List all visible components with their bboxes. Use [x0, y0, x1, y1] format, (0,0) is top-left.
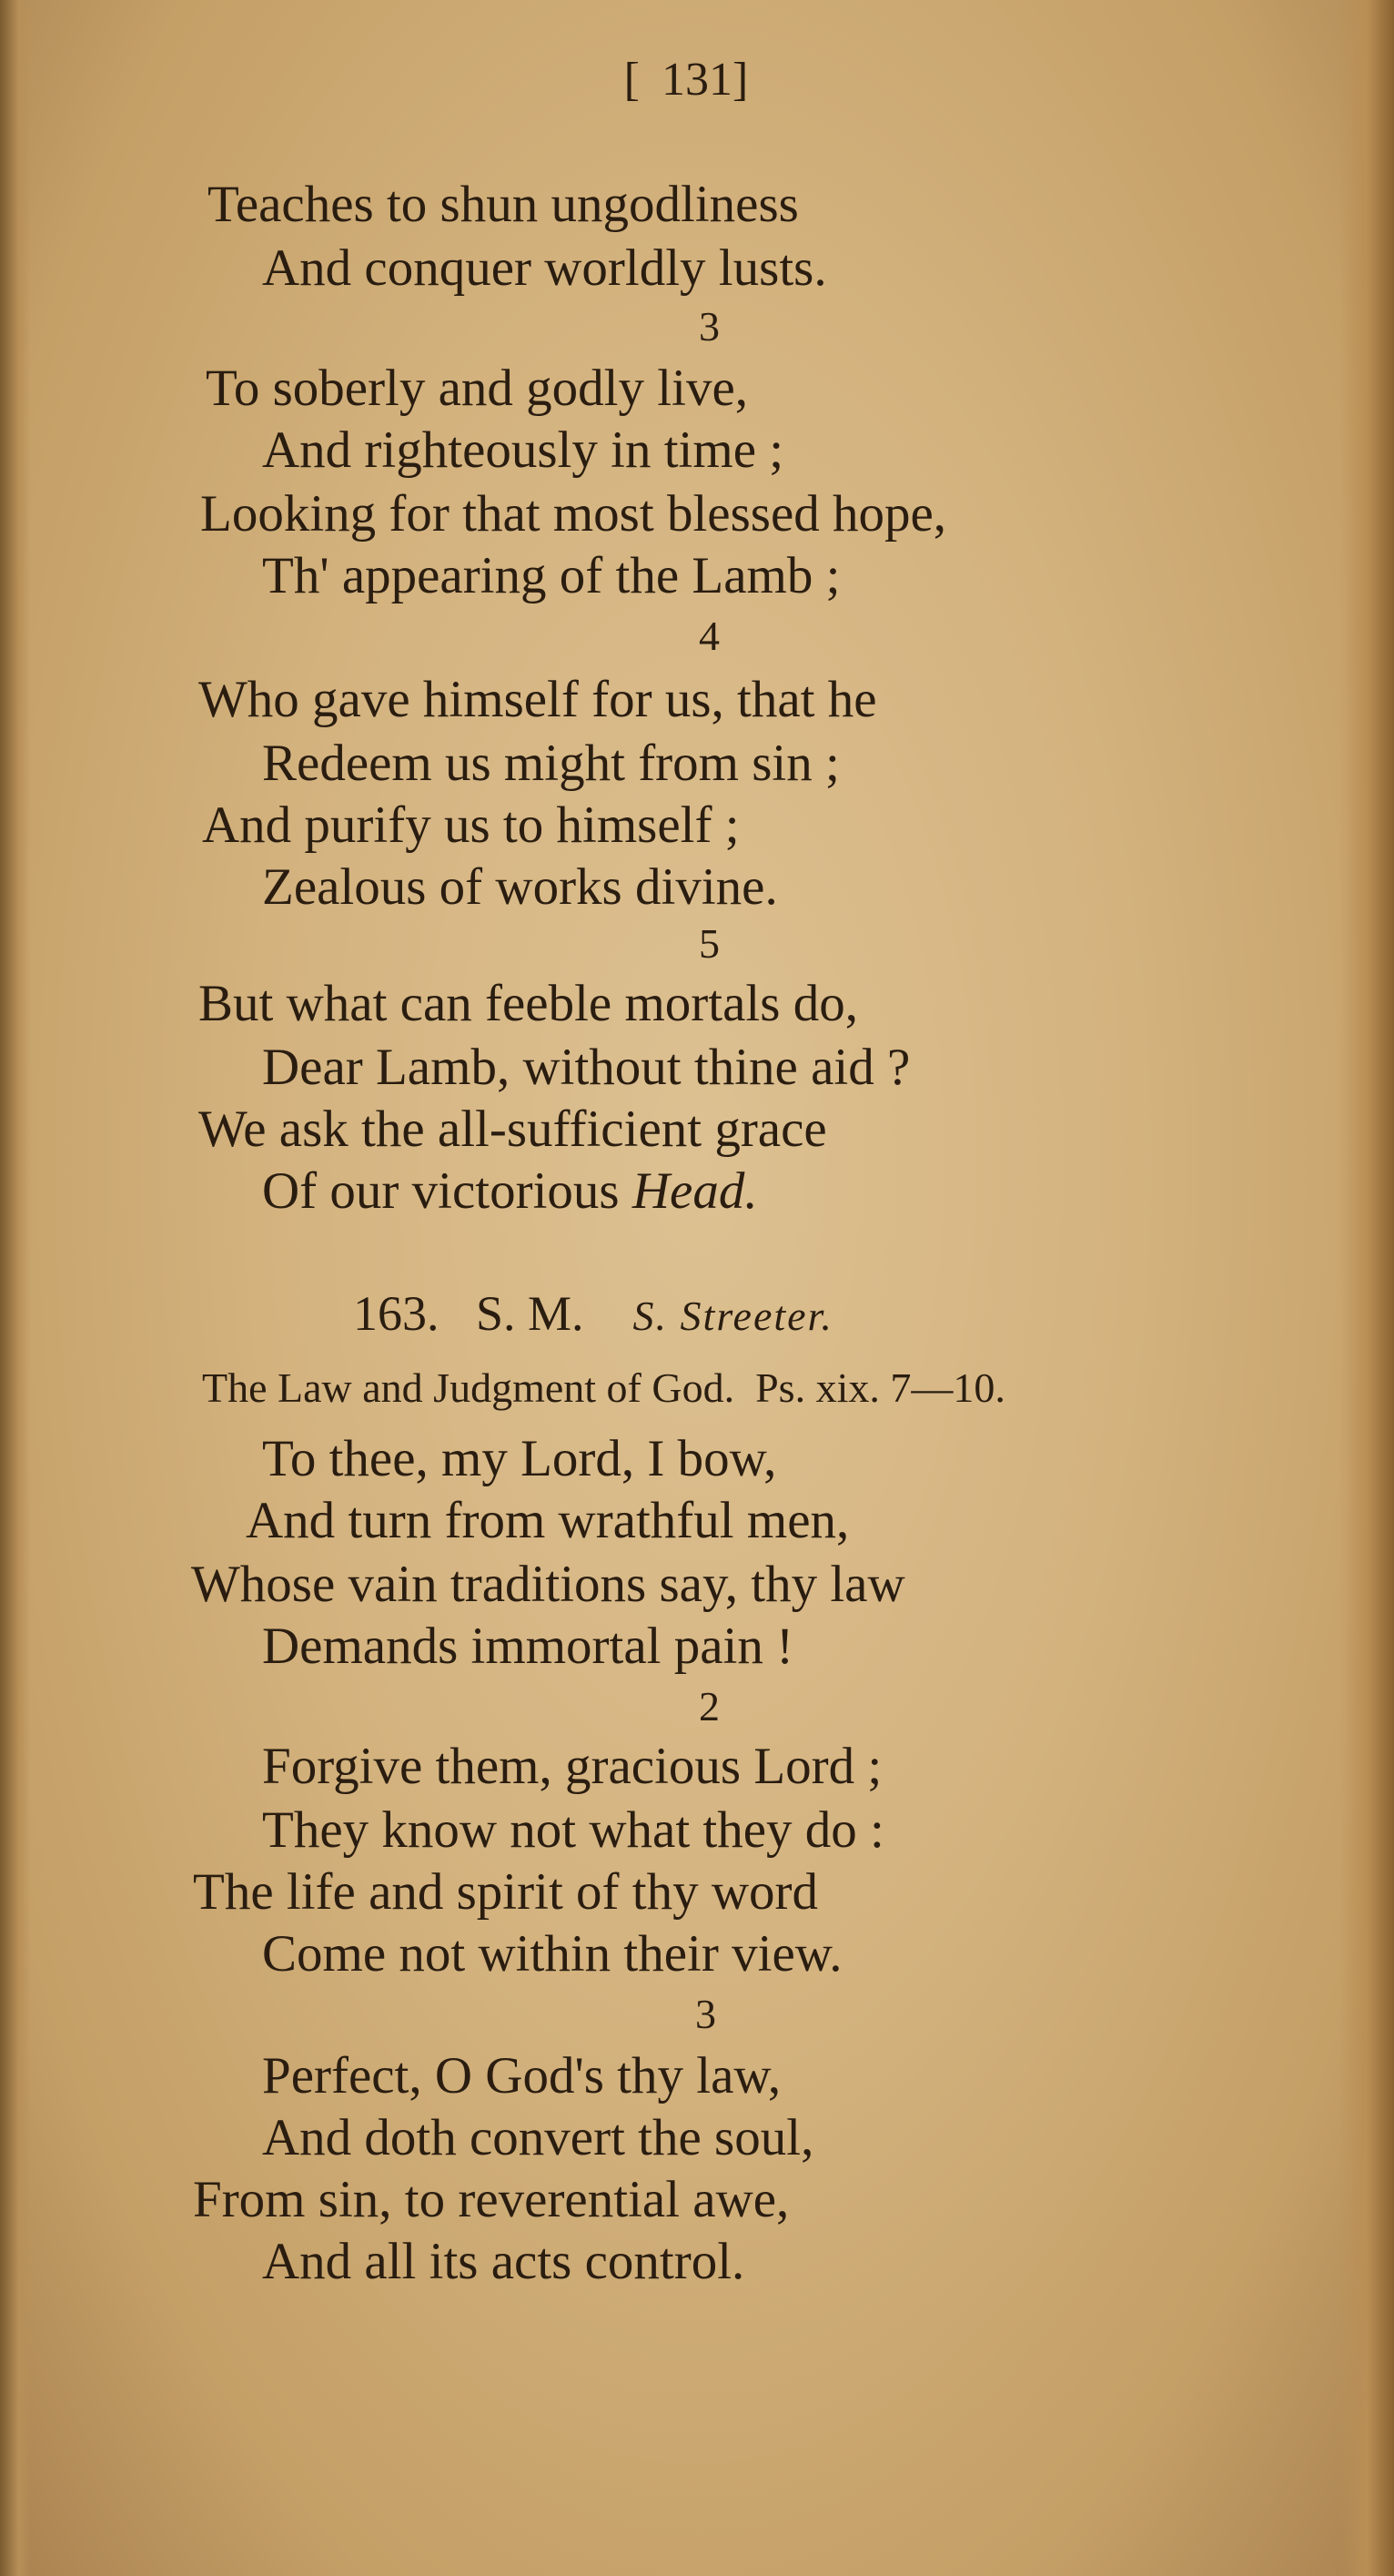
hymn-title: The Law and Judgment of God. — [202, 1364, 735, 1411]
verse-line-text: Of our victorious — [262, 1162, 632, 1220]
verse-line: And righteously in time ; — [262, 421, 784, 479]
italic-word: Head. — [631, 1162, 758, 1220]
hymn-number: 163. — [353, 1286, 439, 1341]
verse-line: Demands immortal pain ! — [262, 1618, 794, 1675]
verse-line: Whose vain traditions say, thy law — [191, 1556, 905, 1613]
verse-line: To thee, my Lord, I bow, — [262, 1430, 777, 1487]
verse-line: Zealous of works divine. — [262, 858, 778, 916]
hymn-meter: S. M. — [476, 1286, 584, 1341]
verse-line: Dear Lamb, without thine aid ? — [262, 1039, 911, 1096]
hymn-heading — [353, 1286, 833, 1341]
verse-line: Who gave himself for us, that he — [198, 671, 877, 728]
page-header: [131] — [623, 54, 771, 106]
verse-number: 3 — [695, 1991, 716, 2037]
verse-line: Looking for that most blessed hope, — [200, 485, 947, 543]
verse-line: To soberly and godly live, — [206, 360, 748, 417]
verse-line: Forgive them, gracious Lord ; — [262, 1738, 883, 1795]
page-right-edge — [1339, 0, 1394, 2576]
verse-line: The life and spirit of thy word — [193, 1863, 819, 1921]
verse-number: 4 — [699, 613, 720, 659]
verse-line: Redeem us might from sin ; — [262, 735, 840, 792]
verse-line: We ask the all-sufficient grace — [198, 1100, 827, 1158]
page-number: 131 — [662, 54, 732, 106]
verse-line: But what can feeble mortals do, — [198, 975, 858, 1032]
verse-line: From sin, to reverential awe, — [193, 2171, 790, 2228]
verse-line: And doth convert the soul, — [262, 2109, 814, 2166]
hymn-author: S. Streeter. — [632, 1293, 833, 1339]
verse-line: And purify us to himself ; — [202, 796, 740, 854]
verse-line: Come not within their view. — [262, 1925, 843, 1983]
hymn-subtitle — [202, 1364, 1005, 1411]
verse-line: Perfect, O God's thy law, — [262, 2047, 782, 2104]
verse-line: Teaches to shun ungodliness — [207, 176, 799, 233]
verse-line: And turn from wrathful men, — [246, 1492, 850, 1549]
verse-line: And all its acts control. — [262, 2233, 745, 2290]
verse-line: Th' appearing of the Lamb ; — [262, 547, 841, 604]
verse-number: 3 — [699, 303, 720, 350]
verse-line-with-italic — [262, 1162, 758, 1220]
verse-number: 2 — [699, 1683, 720, 1729]
verse-line: And conquer worldly lusts. — [262, 239, 827, 297]
page-left-edge — [0, 0, 31, 2576]
verse-number: 5 — [699, 920, 720, 967]
verse-line: They know not what they do : — [262, 1801, 884, 1859]
hymn-scripture-reference: Ps. xix. 7—10. — [755, 1364, 1005, 1411]
